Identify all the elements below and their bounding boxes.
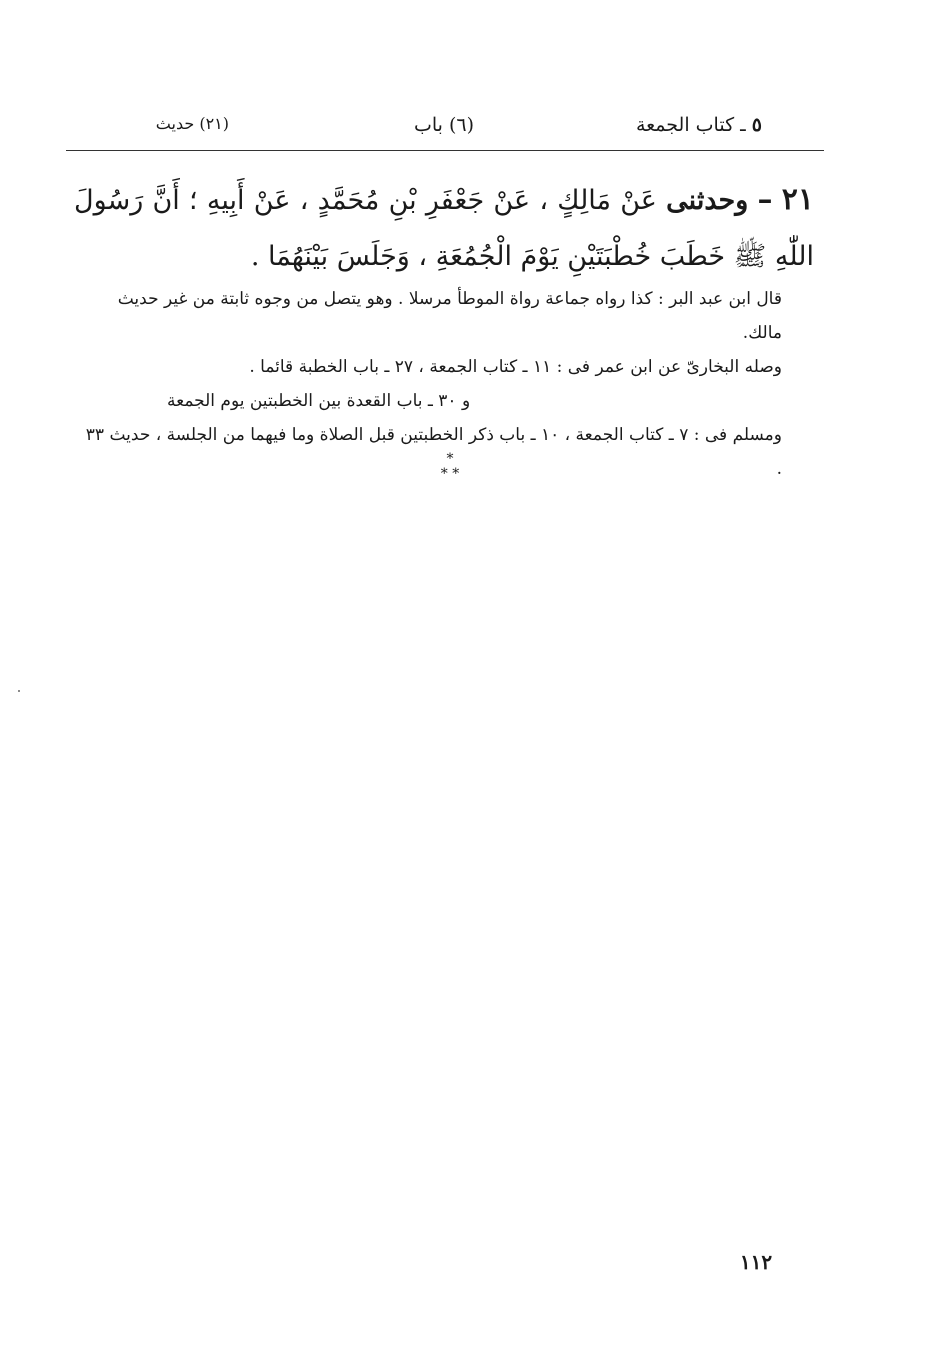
section-ornament [420,452,480,482]
header-book-title [636,114,762,136]
running-header [66,108,824,144]
hadith-body: عَنْ مَالِكٍ ، عَنْ جَعْفَرِ بْنِ مُحَمَّدٍ ، عَنْ أَبِيهِ ؛ أَنَّ رَسُولَ اللّٰهِ ﷺ خَطَبَ خُطْبَتَيْنِ يَوْمَ الْجُمُعَةِ ، وَجَلَسَ بَيْنَهُمَا . [74,185,814,272]
hadith-dash: – [757,182,773,217]
commentary-line: و ٣٠ ـ باب القعدة بين الخطبتين يوم الجمعة [167,391,471,411]
header-rule [66,150,824,151]
header-chapter: (٦) باب [413,114,474,136]
ornament-stars: * * [440,466,460,482]
header-hadith-count: (٢١) حديث [155,114,229,133]
page-number: ١١٢ [739,1250,773,1274]
commentary-line: ومسلم فى : ٧ ـ كتاب الجمعة ، ١٠ ـ باب ذكر الخطبتين قبل الصلاة وما فيهما من الجلسة ، حديث ٣٣ . [85,425,782,479]
hadith-number: ٢١ [781,182,815,217]
header-book-number: ٥ [751,114,762,136]
commentary-line: وصله البخارىّ عن ابن عمر فى : ١١ ـ كتاب الجمعة ، ٢٧ ـ باب الخطبة قائما . [249,357,782,377]
header-book-name: ـ كتاب الجمعة [635,114,746,136]
commentary-line: قال ابن عبد البر : كذا رواه جماعة رواة الموطأ مرسلا . وهو يتصل من وجوه ثابتة من غير حديث مالك. [117,289,782,343]
ornament-star: * [446,451,454,467]
scan-speck [18,690,20,692]
hadith-lead-word: وحدثنى [666,185,749,216]
hadith-text [74,172,814,285]
